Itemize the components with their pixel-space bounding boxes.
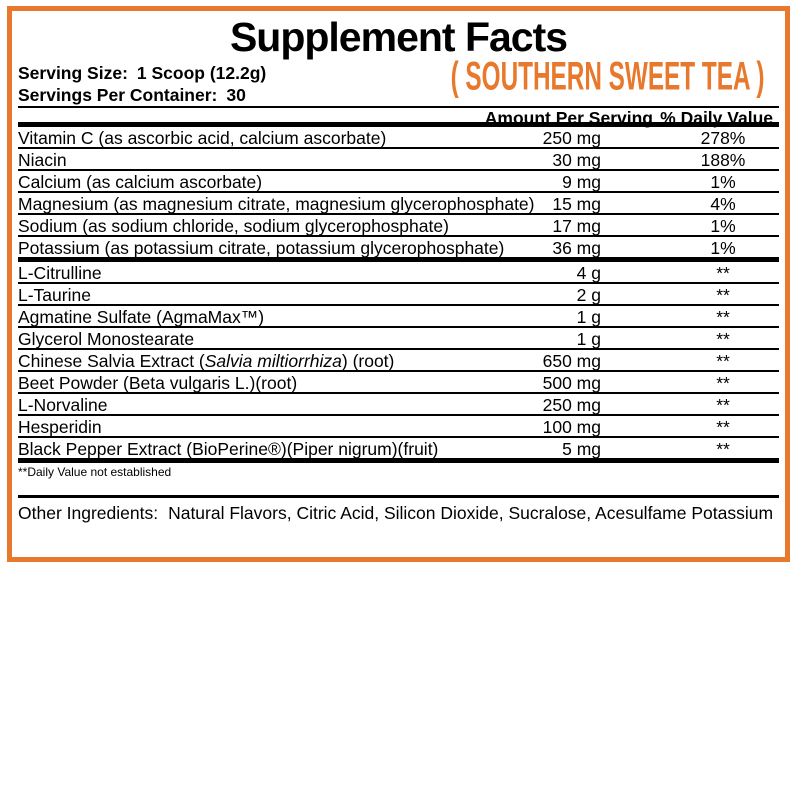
- table-row: [18, 438, 779, 463]
- ingredient-name: Potassium (as potassium citrate, potassium glycerophosphate): [18, 238, 505, 258]
- ingredient-amount: 1 g: [576, 307, 601, 327]
- ingredient-daily-value: **: [716, 395, 730, 415]
- ingredient-daily-value: **: [716, 417, 730, 437]
- other-ingredients-label: Other Ingredients:: [18, 503, 159, 523]
- ingredient-daily-value: 1%: [710, 216, 736, 236]
- table-row: [18, 416, 779, 438]
- ingredient-daily-value: 188%: [700, 150, 746, 170]
- table-row: [18, 328, 779, 350]
- ingredient-amount: 500 mg: [542, 373, 601, 393]
- ingredient-daily-value: **: [716, 263, 730, 283]
- other-ingredients-section: [18, 498, 779, 524]
- table-row: [18, 372, 779, 394]
- ingredient-name: Niacin: [18, 150, 67, 170]
- supplement-facts-label: [7, 6, 790, 562]
- page-title: Supplement Facts: [229, 14, 568, 60]
- ingredient-amount: 4 g: [576, 263, 601, 283]
- servings-per-container-value: 30: [226, 85, 246, 105]
- serving-size-value: 1 Scoop (12.2g): [136, 63, 267, 83]
- ingredient-name: Beet Powder (Beta vulgaris L.)(root): [18, 373, 298, 393]
- ingredient-name: Chinese Salvia Extract (Salvia miltiorrhiza) (root): [18, 351, 395, 371]
- ingredient-amount: 250 mg: [542, 128, 601, 148]
- ingredient-name: Calcium (as calcium ascorbate): [18, 172, 263, 192]
- ingredient-amount: 650 mg: [542, 351, 601, 371]
- ingredient-daily-value: **: [716, 285, 730, 305]
- table-row: [18, 237, 779, 262]
- ingredient-amount: 36 mg: [552, 238, 601, 258]
- daily-value-footnote: **Daily Value not established: [18, 465, 172, 479]
- ingredient-daily-value: **: [716, 329, 730, 349]
- daily-value-header: % Daily Value: [660, 108, 773, 128]
- serving-size-label: Serving Size:: [18, 63, 128, 83]
- ingredient-amount: 15 mg: [552, 194, 601, 214]
- table-row: [18, 350, 779, 372]
- ingredient-daily-value: **: [716, 439, 730, 459]
- ingredient-name: Agmatine Sulfate (AgmaMax™): [18, 307, 265, 327]
- ingredient-daily-value: 1%: [710, 238, 736, 258]
- table-header: [18, 106, 779, 127]
- table-row: [18, 149, 779, 171]
- table-row: [18, 394, 779, 416]
- ingredient-amount: 17 mg: [552, 216, 601, 236]
- ingredient-daily-value: 278%: [700, 128, 746, 148]
- ingredient-amount: 9 mg: [562, 172, 601, 192]
- table-row: [18, 215, 779, 237]
- ingredient-daily-value: **: [716, 307, 730, 327]
- ingredient-name: Glycerol Monostearate: [18, 329, 195, 349]
- table-row: [18, 127, 779, 149]
- ingredient-name: L-Taurine: [18, 285, 91, 305]
- ingredient-name: Magnesium (as magnesium citrate, magnesium glycerophosphate): [18, 194, 535, 214]
- ingredient-name: Hesperidin: [18, 417, 102, 437]
- ingredient-daily-value: **: [716, 373, 730, 393]
- servings-per-container-label: Servings Per Container:: [18, 85, 218, 105]
- ingredient-daily-value: 1%: [710, 172, 736, 192]
- table-row: [18, 306, 779, 328]
- ingredient-daily-value: **: [716, 351, 730, 371]
- ingredient-name: L-Norvaline: [18, 395, 108, 415]
- table-row: [18, 171, 779, 193]
- ingredient-name: Vitamin C (as ascorbic acid, calcium ascorbate): [18, 128, 387, 148]
- table-row: [18, 284, 779, 306]
- table-row: [18, 262, 779, 284]
- ingredient-amount: 100 mg: [542, 417, 601, 437]
- ingredient-amount: 30 mg: [552, 150, 601, 170]
- flavor-badge: ( SOUTHERN SWEET TEA ): [450, 54, 764, 100]
- ingredient-daily-value: 4%: [710, 194, 736, 214]
- other-ingredients-text: Natural Flavors, Citric Acid, Silicon Dioxide, Sucralose, Acesulfame Potassium: [168, 503, 774, 523]
- amount-per-serving-header: Amount Per Serving: [484, 108, 653, 128]
- ingredient-amount: 1 g: [576, 329, 601, 349]
- ingredient-amount: 2 g: [576, 285, 601, 305]
- ingredient-name: Black Pepper Extract (BioPerine®)(Piper nigrum)(fruit): [18, 439, 439, 459]
- ingredient-amount: 250 mg: [542, 395, 601, 415]
- ingredient-name: L-Citrulline: [18, 263, 102, 283]
- facts-table: [18, 127, 779, 463]
- ingredient-amount: 5 mg: [562, 439, 601, 459]
- table-row: [18, 193, 779, 215]
- ingredient-name: Sodium (as sodium chloride, sodium glycerophosphate): [18, 216, 449, 236]
